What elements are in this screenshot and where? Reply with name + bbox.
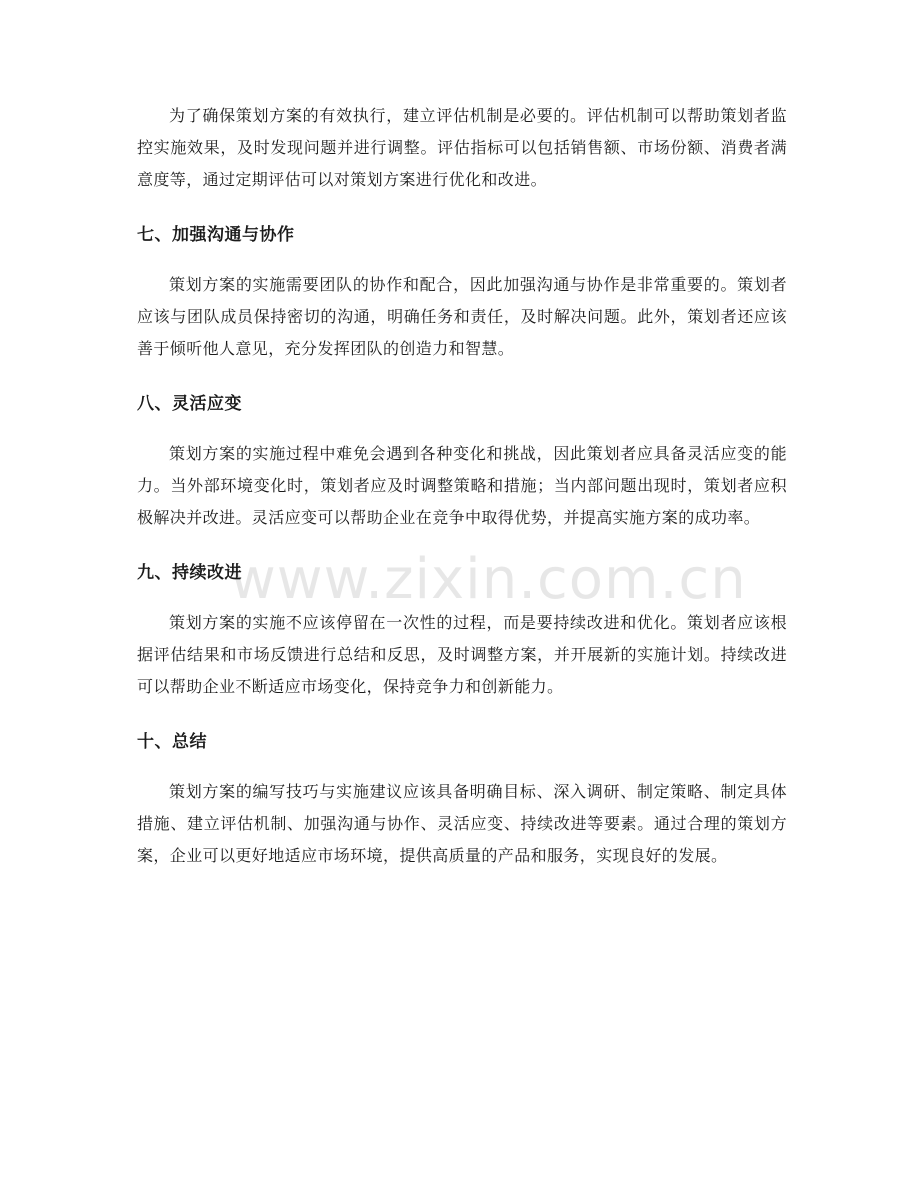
- section-10-heading: 十、总结: [137, 732, 207, 752]
- section-7-paragraph: 策划方案的实施需要团队的协作和配合，因此加强沟通与协作是非常重要的。策划者应该与团队成员保持密切的沟通，明确任务和责任，及时解决问题。此外，策划者还应该善于倾听他人意见，充分发挥团队的创造力和智慧。: [137, 275, 787, 358]
- section-9-heading: 九、持续改进: [137, 563, 242, 583]
- section-8-heading: 八、灵活应变: [137, 394, 242, 414]
- watermark: www.zixin.com.cn: [230, 547, 747, 612]
- section-8-paragraph: 策划方案的实施过程中难免会遇到各种变化和挑战，因此策划者应具备灵活应变的能力。当外部环境变化时，策划者应及时调整策略和措施；当内部问题出现时，策划者应积极解决并改进。灵活应变可以帮助企业在竞争中取得优势，并提高实施方案的成功率。: [137, 444, 787, 527]
- intro-paragraph: 为了确保策划方案的有效执行，建立评估机制是必要的。评估机制可以帮助策划者监控实施效果，及时发现问题并进行调整。评估指标可以包括销售额、市场份额、消费者满意度等，通过定期评估可以对策划方案进行优化和改进。: [137, 106, 787, 189]
- section-10-paragraph: 策划方案的编写技巧与实施建议应该具备明确目标、深入调研、制定策略、制定具体措施、建立评估机制、加强沟通与协作、灵活应变、持续改进等要素。通过合理的策划方案，企业可以更好地适应市场环境，提供高质量的产品和服务，实现良好的发展。: [137, 782, 787, 865]
- section-7-heading: 七、加强沟通与协作: [137, 225, 295, 245]
- document-body: [137, 100, 787, 872]
- section-9-paragraph: 策划方案的实施不应该停留在一次性的过程，而是要持续改进和优化。策划者应该根据评估结果和市场反馈进行总结和反思，及时调整方案，并开展新的实施计划。持续改进可以帮助企业不断适应市场变化，保持竞争力和创新能力。: [137, 613, 787, 696]
